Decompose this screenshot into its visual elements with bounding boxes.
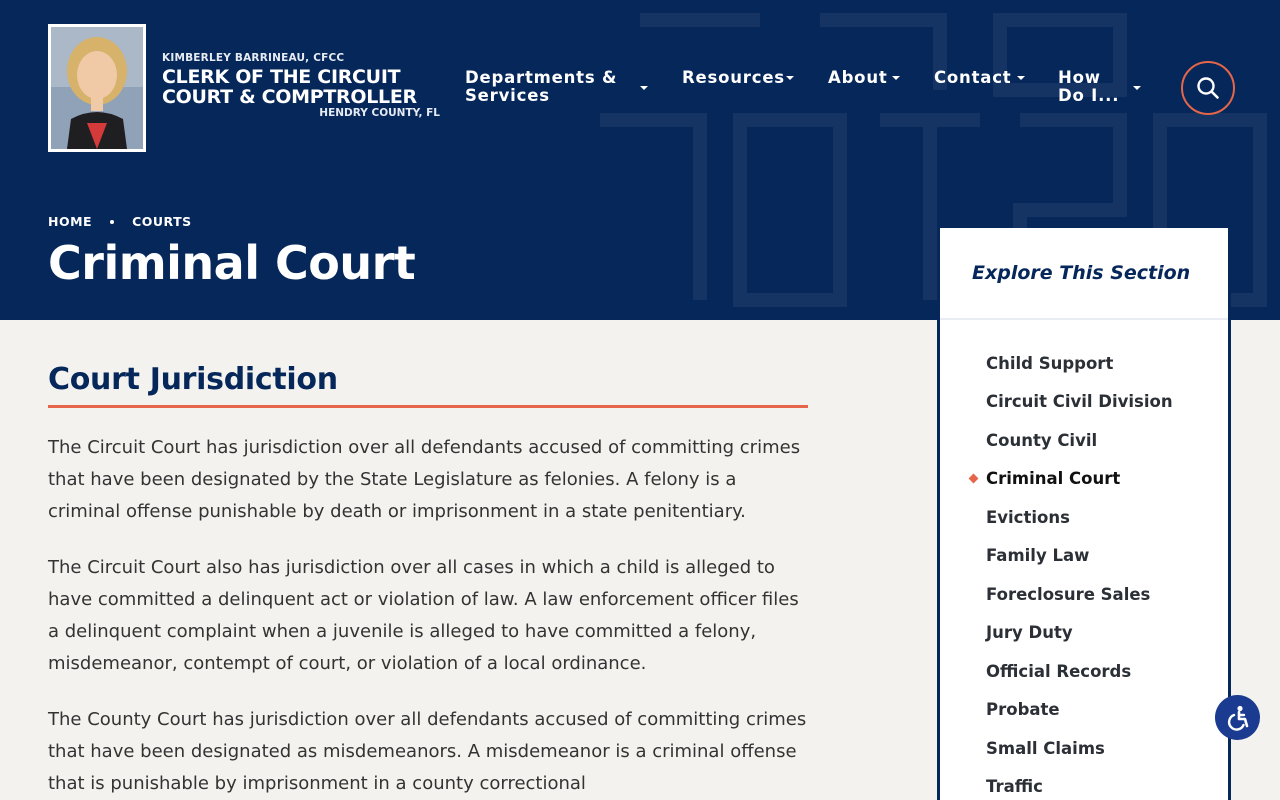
- sidebar-item-official-records[interactable]: [940, 652, 1228, 691]
- sidebar-item-traffic[interactable]: [940, 768, 1228, 800]
- sidebar-item-label: Official Records: [986, 661, 1132, 681]
- nav-resources[interactable]: [682, 69, 785, 87]
- clerk-portrait[interactable]: [48, 24, 146, 152]
- chevron-down-icon[interactable]: [892, 76, 900, 80]
- paragraph: The Circuit Court also has jurisdiction over all cases in which a child is alleged to have committed a delinquent act or violation of law. A law enforcement officer files a delinquent complaint when a juvenile is alleged to have committed a felony, misdemeanor, contempt of court, or violation of a local ordinance.: [48, 557, 799, 674]
- office-title-line2: COURT & COMPTROLLER: [162, 86, 417, 108]
- nav-label: Services: [465, 86, 550, 105]
- paragraph: The Circuit Court has jurisdiction over all defendants accused of committing crimes that have been designated by the State Legislature as felonies. A felony is a criminal offense punishable by death or imprisonment in a state penitentiary.: [48, 437, 801, 522]
- sidebar-item-family-law[interactable]: [940, 537, 1228, 576]
- sidebar-item-child-support[interactable]: [940, 344, 1228, 383]
- nav-label: Contact: [934, 68, 1012, 87]
- breadcrumb-home[interactable]: HOME: [48, 214, 93, 229]
- chevron-down-icon[interactable]: [1133, 86, 1141, 90]
- official-name: KIMBERLEY BARRINEAU, CFCC: [162, 52, 345, 64]
- chevron-down-icon[interactable]: [640, 86, 648, 90]
- breadcrumb: [48, 214, 192, 229]
- sidebar-item-evictions[interactable]: [940, 498, 1228, 537]
- site-logo[interactable]: [162, 52, 444, 119]
- sidebar-title: Explore This Section: [972, 262, 1191, 284]
- section-heading: Court Jurisdiction: [48, 362, 808, 408]
- paragraph: The County Court has jurisdiction over all defendants accused of committing crimes that have been designated as misdemeanors. A misdemeanor is a criminal offense that is punishable by imprisonment in a county correctional: [48, 709, 807, 794]
- sidebar-header: [940, 228, 1228, 320]
- nav-contact[interactable]: [934, 69, 1011, 87]
- sidebar-item-small-claims[interactable]: [940, 729, 1228, 768]
- sidebar-item-label: Criminal Court: [986, 469, 1121, 489]
- sidebar-item-label: Probate: [986, 700, 1060, 720]
- accessibility-icon: [1224, 704, 1252, 732]
- nav-label: How: [1058, 68, 1101, 87]
- sidebar-item-label: County Civil: [986, 430, 1098, 450]
- sidebar-item-label: Small Claims: [986, 738, 1105, 758]
- nav-label: Departments &: [465, 68, 618, 87]
- breadcrumb-courts[interactable]: COURTS: [132, 214, 192, 229]
- sidebar-item-label: Circuit Civil Division: [986, 392, 1173, 412]
- sidebar-nav: [940, 320, 1228, 800]
- sidebar-item-label: Family Law: [986, 546, 1090, 566]
- nav-label: About: [828, 68, 888, 87]
- search-icon: [1196, 76, 1220, 100]
- sidebar-item-county-civil[interactable]: [940, 421, 1228, 460]
- sidebar-item-jury-duty[interactable]: [940, 614, 1228, 653]
- chevron-down-icon[interactable]: [1017, 76, 1025, 80]
- sidebar-item-label: Foreclosure Sales: [986, 584, 1151, 604]
- breadcrumb-separator: [110, 220, 114, 224]
- sidebar-item-foreclosure-sales[interactable]: [940, 575, 1228, 614]
- active-indicator-icon: [969, 473, 979, 483]
- sidebar-item-label: Child Support: [986, 353, 1114, 373]
- page-title: Criminal Court: [48, 236, 416, 290]
- nav-label: Do I...: [1058, 86, 1120, 105]
- section-sidebar: [937, 228, 1231, 800]
- search-button[interactable]: [1181, 61, 1235, 115]
- sidebar-item-label: Evictions: [986, 507, 1070, 527]
- sidebar-item-circuit-civil-division[interactable]: [940, 383, 1228, 422]
- nav-about[interactable]: [828, 69, 888, 87]
- main-content: [48, 362, 808, 800]
- sidebar-item-criminal-court[interactable]: [940, 460, 1228, 499]
- sidebar-item-label: Traffic: [986, 777, 1043, 797]
- accessibility-button[interactable]: [1215, 695, 1260, 740]
- sidebar-item-label: Jury Duty: [986, 623, 1073, 643]
- sidebar-item-probate[interactable]: [940, 691, 1228, 730]
- nav-label: Resources: [682, 68, 785, 87]
- nav-departments-services[interactable]: [465, 69, 617, 105]
- office-title-line1: CLERK OF THE CIRCUIT: [162, 66, 401, 88]
- chevron-down-icon[interactable]: [786, 76, 794, 80]
- county-name: HENDRY COUNTY, FL: [319, 107, 440, 119]
- nav-how-do-i[interactable]: [1058, 69, 1119, 105]
